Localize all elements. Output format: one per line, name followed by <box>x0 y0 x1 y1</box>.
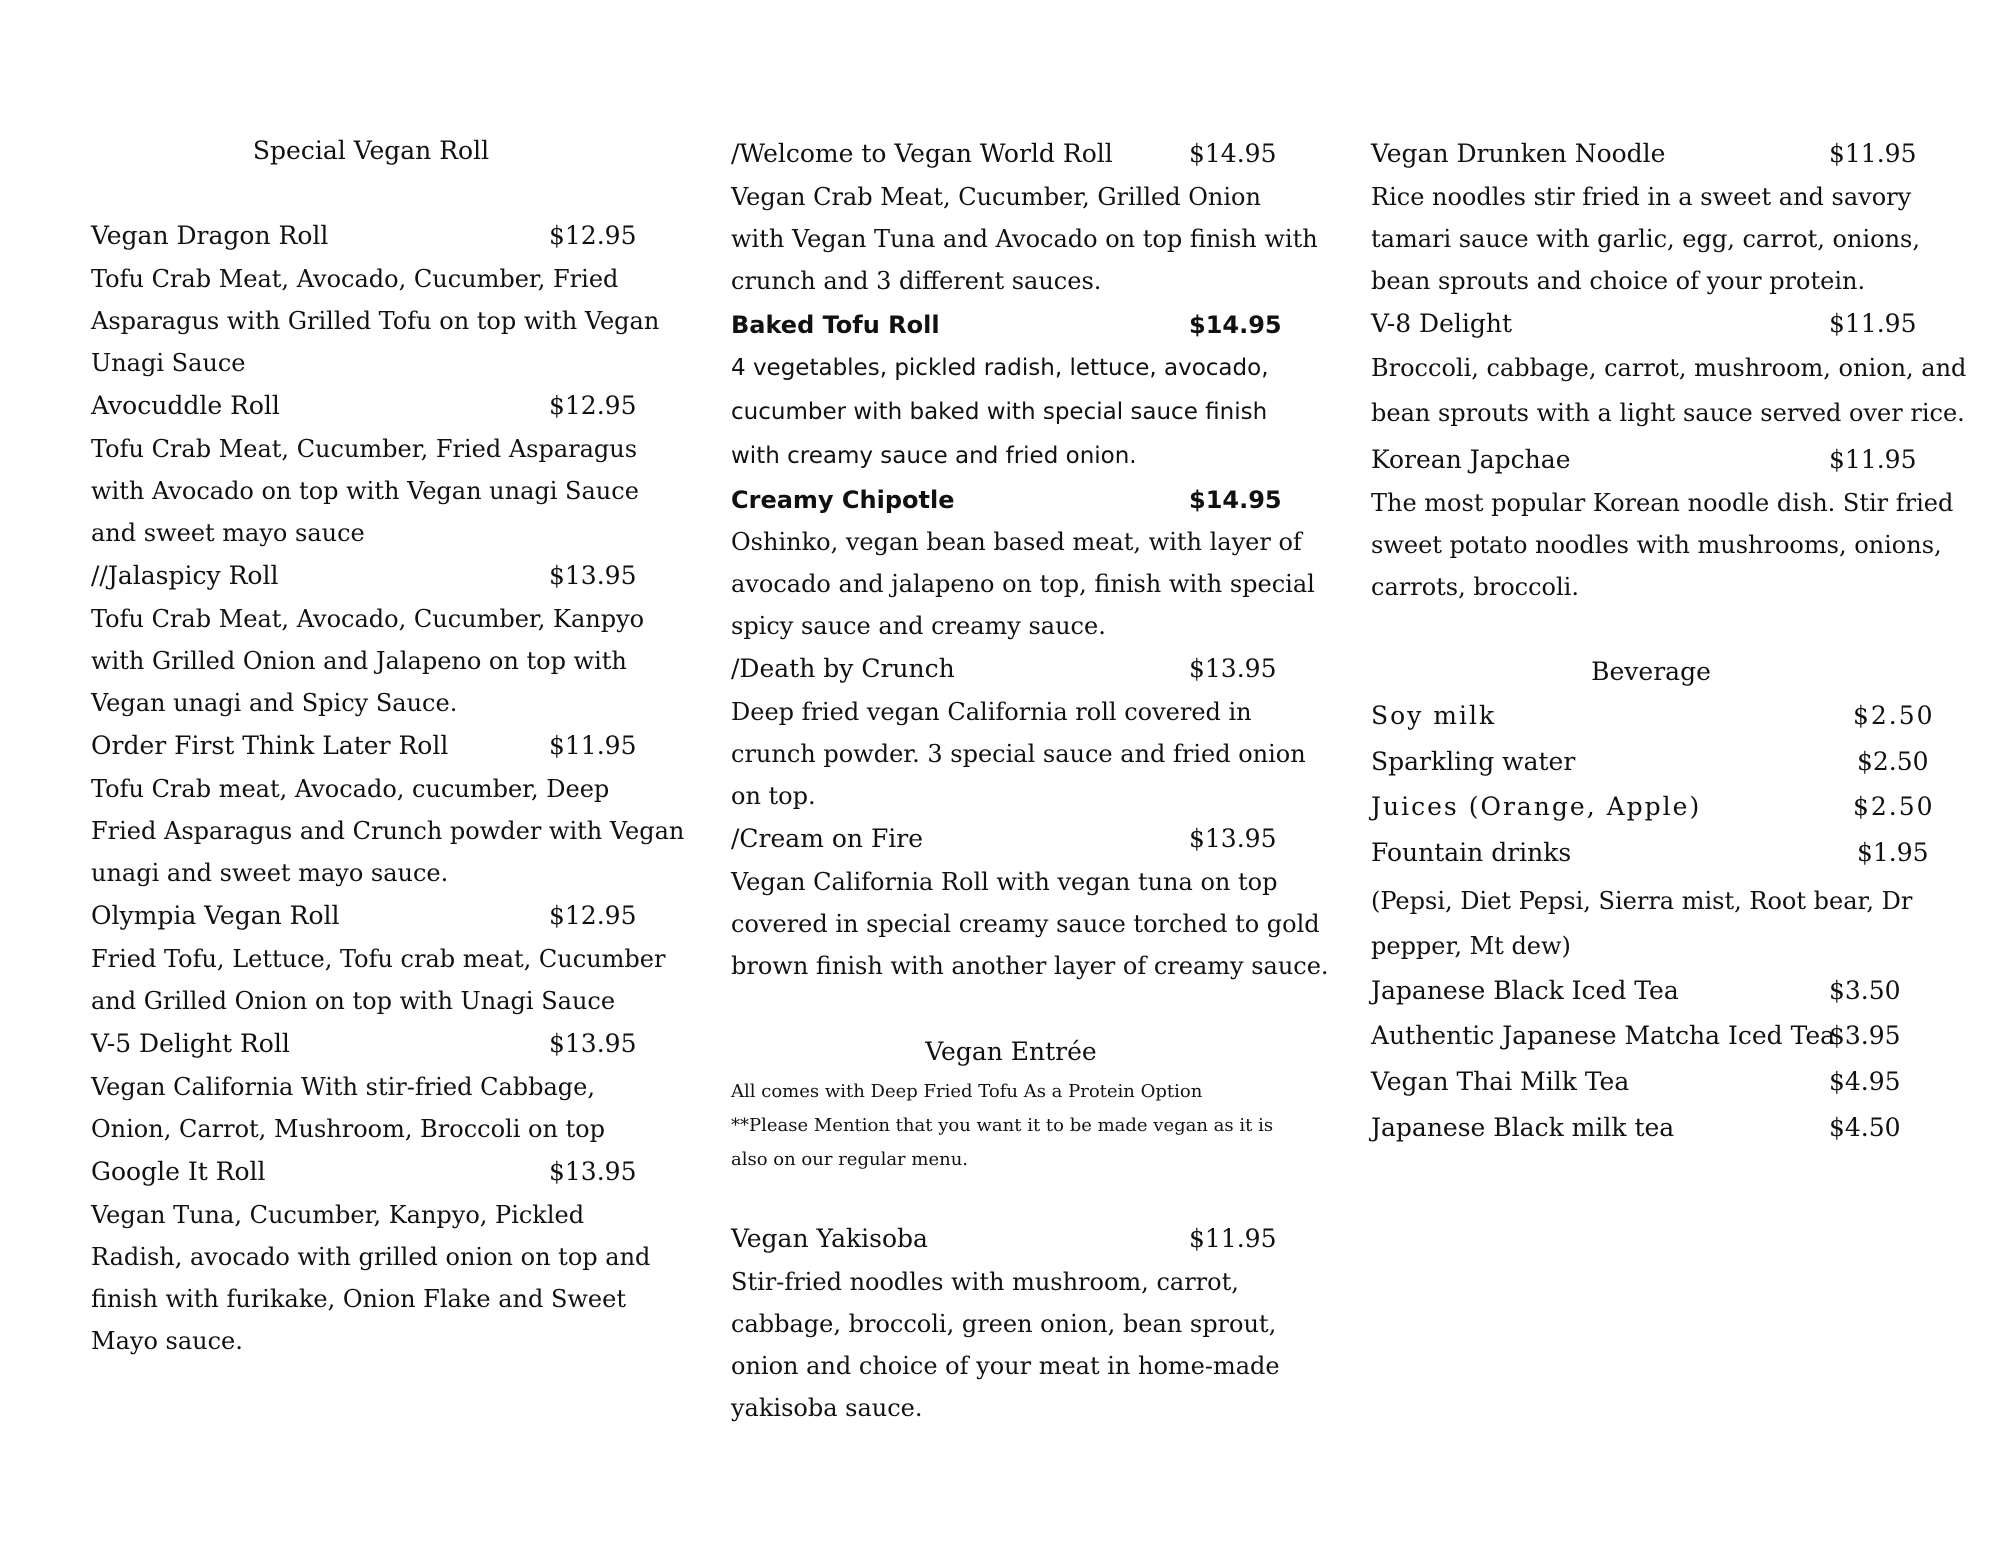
menu-item-jalaspicy-roll <box>91 561 637 590</box>
item-price: $1.95 <box>1857 838 1929 867</box>
item-price: $14.95 <box>1189 486 1282 514</box>
item-name: Avocuddle Roll <box>91 391 280 420</box>
item-description: Tofu Crab Meat, Avocado, Cucumber, Fried Asparagus with Grilled Tofu on top with Vegan Unagi Sauce <box>91 265 660 377</box>
item-description: Tofu Crab Meat, Avocado, Cucumber, Kanpyo with Grilled Onion and Jalapeno on top with Vegan unagi and Spicy Sauce. <box>91 605 645 717</box>
item-name: Japanese Black milk tea <box>1371 1113 1675 1142</box>
item-name: Fountain drinks <box>1371 838 1572 867</box>
item-name: Vegan Drunken Noodle <box>1371 139 1666 168</box>
beverage-item-vegan-thai-milk-tea <box>1371 1067 1901 1096</box>
item-price: $11.95 <box>549 731 637 760</box>
item-price: $13.95 <box>549 561 637 590</box>
fountain-drinks-note: (Pepsi, Diet Pepsi, Sierra mist, Root bear, Dr pepper, Mt dew) <box>1371 887 1913 960</box>
menu-item-vegan-dragon-roll <box>91 221 637 250</box>
item-price: $11.95 <box>1829 139 1917 168</box>
item-name: /Welcome to Vegan World Roll <box>731 139 1113 168</box>
menu-item-welcome-to-vegan-world-roll <box>731 139 1277 168</box>
beverage-item-juices <box>1371 792 1935 821</box>
item-name: Korean Japchae <box>1371 445 1571 474</box>
item-price: $11.95 <box>1189 1224 1277 1253</box>
beverage-item-japanese-black-milk-tea <box>1371 1113 1901 1142</box>
entree-note: All comes with Deep Fried Tofu As a Protein Option **Please Mention that you want it to be made vegan as it is also on our regular menu. <box>731 1081 1274 1170</box>
item-name: /Death by Crunch <box>731 654 955 683</box>
item-price: $2.50 <box>1853 792 1935 821</box>
menu-item-olympia-vegan-roll <box>91 901 637 930</box>
item-price: $13.95 <box>1189 824 1277 853</box>
item-price: $13.95 <box>549 1157 637 1186</box>
menu-item-cream-on-fire <box>731 824 1277 853</box>
item-description: Oshinko, vegan bean based meat, with layer of avocado and jalapeno on top, finish with special spicy sauce and creamy sauce. <box>731 528 1315 640</box>
beverage-item-matcha-iced-tea <box>1371 1021 1901 1050</box>
item-description: Vegan California Roll with vegan tuna on top covered in special creamy sauce torched to gold brown finish with another layer of creamy sauce. <box>731 868 1329 980</box>
item-price: $11.95 <box>1829 309 1917 338</box>
item-price: $4.95 <box>1829 1067 1901 1096</box>
item-name: Japanese Black Iced Tea <box>1371 976 1679 1005</box>
item-name: //Jalaspicy Roll <box>91 561 279 590</box>
menu-item-v5-delight-roll <box>91 1029 637 1058</box>
item-price: $11.95 <box>1829 445 1917 474</box>
menu-item-creamy-chipotle <box>731 486 1282 514</box>
item-description: Vegan Crab Meat, Cucumber, Grilled Onion with Vegan Tuna and Avocado on top finish with crunch and 3 different sauces. <box>731 183 1318 295</box>
item-price: $13.95 <box>549 1029 637 1058</box>
item-price: $2.50 <box>1857 747 1929 776</box>
item-name: Soy milk <box>1371 701 1497 730</box>
item-description: Vegan California With stir-fried Cabbage, Onion, Carrot, Mushroom, Broccoli on top <box>91 1073 605 1143</box>
item-description: Fried Tofu, Lettuce, Tofu crab meat, Cucumber and Grilled Onion on top with Unagi Sauce <box>91 945 666 1015</box>
item-description: The most popular Korean noodle dish. Stir fried sweet potato noodles with mushrooms, onions, carrots, broccoli. <box>1371 489 1954 601</box>
item-name: V-5 Delight Roll <box>91 1029 290 1058</box>
item-price: $14.95 <box>1189 139 1277 168</box>
beverage-item-fountain-drinks <box>1371 838 1929 867</box>
item-description: Tofu Crab Meat, Cucumber, Fried Asparagus with Avocado on top with Vegan unagi Sauce and sweet mayo sauce <box>91 435 639 547</box>
item-name: Authentic Japanese Matcha Iced Tea <box>1371 1021 1836 1050</box>
item-price: $12.95 <box>549 221 637 250</box>
item-name: Olympia Vegan Roll <box>91 901 340 930</box>
item-description: Stir-fried noodles with mushroom, carrot, cabbage, broccoli, green onion, bean sprout, onion and choice of your meat in home-made yakisoba sauce. <box>731 1268 1280 1422</box>
menu-item-baked-tofu-roll <box>731 311 1282 339</box>
section-title-vegan-entree: Vegan Entrée <box>925 1037 1097 1066</box>
item-price: $12.95 <box>549 901 637 930</box>
item-price: $3.95 <box>1829 1021 1901 1050</box>
item-name: /Cream on Fire <box>731 824 924 853</box>
item-description: Rice noodles stir fried in a sweet and savory tamari sauce with garlic, egg, carrot, onions, bean sprouts and choice of your protein. <box>1371 183 1920 295</box>
item-name: Vegan Yakisoba <box>731 1224 928 1253</box>
item-name: Google It Roll <box>91 1157 266 1186</box>
item-description: Deep fried vegan California roll covered in crunch powder. 3 special sauce and fried onion on top. <box>731 698 1306 810</box>
beverage-item-sparkling-water <box>1371 747 1929 776</box>
item-name: Juices (Orange, Apple) <box>1371 792 1702 821</box>
item-description: Tofu Crab meat, Avocado, cucumber, Deep Fried Asparagus and Crunch powder with Vegan unagi and sweet mayo sauce. <box>91 775 685 887</box>
item-name: V-8 Delight <box>1371 309 1513 338</box>
item-name: Order First Think Later Roll <box>91 731 449 760</box>
item-description: 4 vegetables, pickled radish, lettuce, avocado, cucumber with baked with special sauce finish with creamy sauce and fried onion. <box>731 355 1269 469</box>
menu-item-avocuddle-roll <box>91 391 637 420</box>
menu-item-korean-japchae <box>1371 445 1917 474</box>
beverage-item-soy-milk <box>1371 701 1935 730</box>
item-name: Baked Tofu Roll <box>731 311 940 339</box>
menu-item-vegan-yakisoba <box>731 1224 1277 1253</box>
item-price: $3.50 <box>1829 976 1901 1005</box>
beverage-item-japanese-black-iced-tea <box>1371 976 1901 1005</box>
menu-item-google-it-roll <box>91 1157 637 1186</box>
menu-item-death-by-crunch <box>731 654 1277 683</box>
item-description: Broccoli, cabbage, carrot, mushroom, onion, and bean sprouts with a light sauce served over rice. <box>1371 354 1967 427</box>
section-title-special-vegan-roll: Special Vegan Roll <box>252 136 490 165</box>
item-price: $4.50 <box>1829 1113 1901 1142</box>
item-price: $2.50 <box>1853 701 1935 730</box>
item-name: Vegan Thai Milk Tea <box>1371 1067 1630 1096</box>
item-price: $12.95 <box>549 391 637 420</box>
section-title-beverage: Beverage <box>1591 657 1711 686</box>
item-name: Creamy Chipotle <box>731 486 955 514</box>
item-name: Vegan Dragon Roll <box>91 221 329 250</box>
menu-item-v8-delight <box>1371 309 1917 338</box>
item-description: Vegan Tuna, Cucumber, Kanpyo, Pickled Radish, avocado with grilled onion on top and finish with furikake, Onion Flake and Sweet Mayo sauce. <box>91 1201 651 1355</box>
menu-item-vegan-drunken-noodle <box>1371 139 1917 168</box>
item-price: $13.95 <box>1189 654 1277 683</box>
item-name: Sparkling water <box>1371 747 1576 776</box>
menu-item-order-first-think-later-roll <box>91 731 637 760</box>
item-price: $14.95 <box>1189 311 1282 339</box>
